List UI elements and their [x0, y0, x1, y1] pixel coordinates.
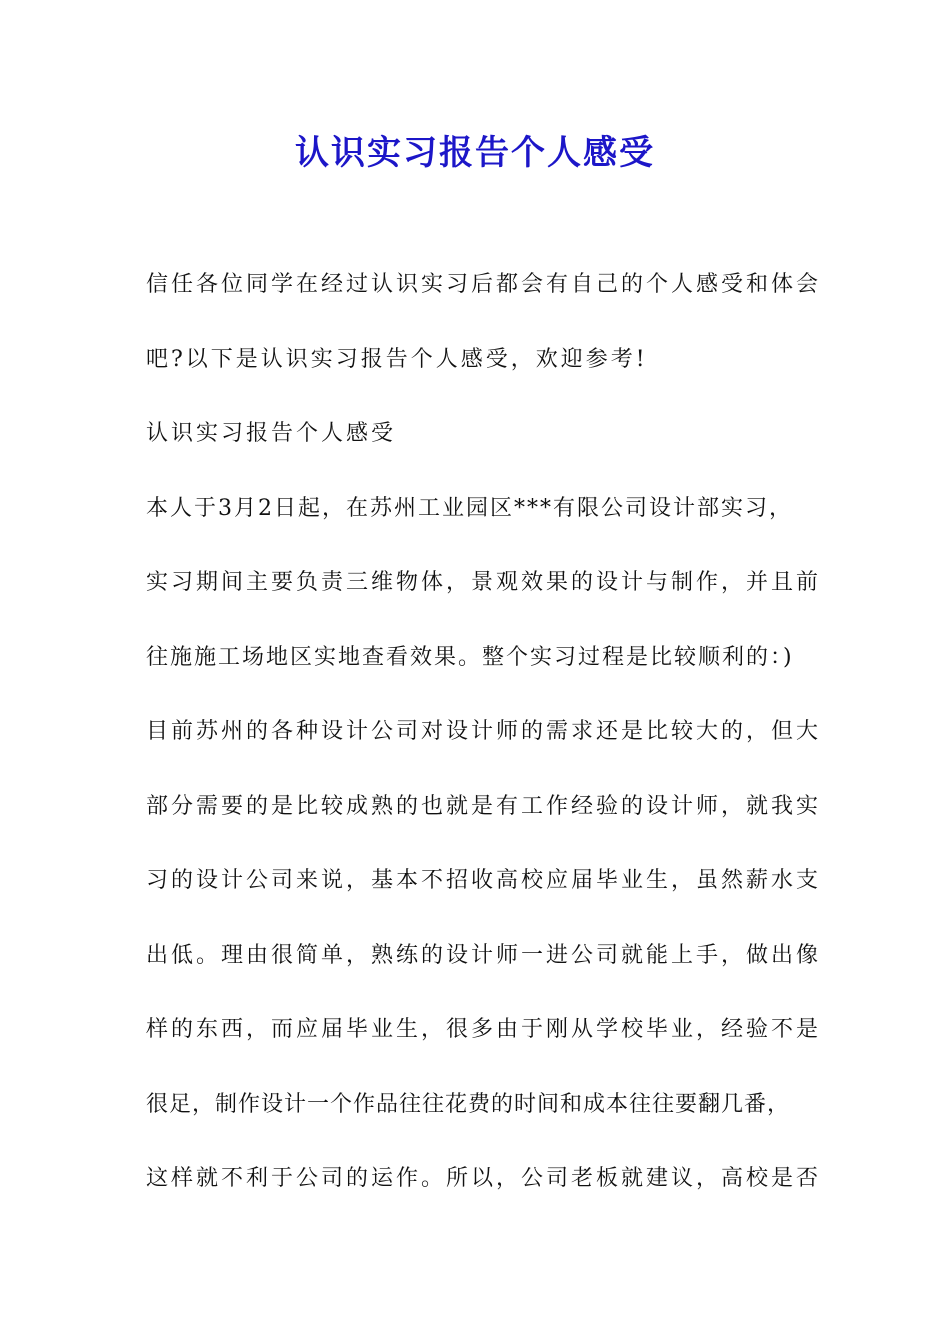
body-line-4: 本人于3月2日起，在苏州工业园区***有限公司设计部实习，	[146, 495, 793, 521]
body-line-7: 目前苏州的各种设计公司对设计师的需求还是比较大的，但大	[146, 719, 822, 744]
body-line-5: 实习期间主要负责三维物体，景观效果的设计与制作，并且前	[146, 570, 822, 595]
body-line-12: 很足，制作设计一个作品往往花费的时间和成本往往要翻几番，	[146, 1091, 791, 1117]
body-line-9: 习的设计公司来说，基本不招收高校应届毕业生，虽然薪水支	[146, 868, 822, 893]
section-heading: 认识实习报告个人感受	[146, 421, 397, 446]
document-body	[146, 260, 822, 1229]
body-line-13: 这样就不利于公司的运作。所以，公司老板就建议，高校是否	[146, 1166, 822, 1191]
document-title: 认识实习报告个人感受	[295, 133, 655, 173]
body-line-10: 出低。理由很简单，熟练的设计师一进公司就能上手，做出像	[146, 942, 822, 968]
body-line-8: 部分需要的是比较成熟的也就是有工作经验的设计师，就我实	[146, 793, 822, 819]
body-line-2: 吧?以下是认识实习报告个人感受，欢迎参考!	[146, 346, 648, 372]
body-line-6: 往施施工场地区实地查看效果。整个实习过程是比较顺利的：)	[146, 644, 794, 670]
body-line-11: 样的东西，而应届毕业生，很多由于刚从学校毕业，经验不是	[146, 1017, 822, 1042]
body-line-1: 信任各位同学在经过认识实习后都会有自己的个人感受和体会	[146, 272, 822, 297]
